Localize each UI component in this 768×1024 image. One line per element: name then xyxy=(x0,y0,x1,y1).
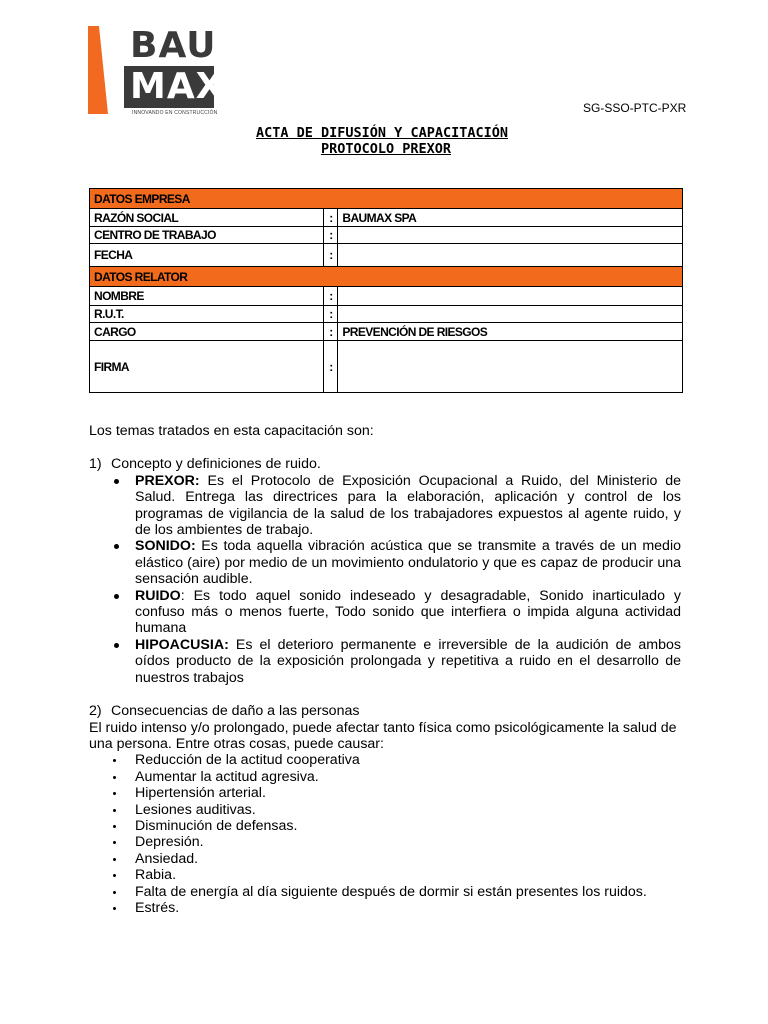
logo-orange-bar xyxy=(88,26,108,114)
section-title: Consecuencias de daño a las personas xyxy=(111,703,360,720)
list-item xyxy=(89,473,681,539)
list-item xyxy=(89,834,681,850)
list-item xyxy=(89,769,681,785)
cargo-label: CARGO xyxy=(90,323,324,341)
list-item-text: Falta de energía al día siguiente después de dormir si están presentes los ruidos. xyxy=(135,883,647,900)
list-item-text: Aumentar la actitud agresiva. xyxy=(135,768,319,785)
document-body xyxy=(89,423,681,916)
firma-label: FIRMA xyxy=(90,341,324,393)
baumax-logo xyxy=(88,25,225,118)
section-number: 1) xyxy=(89,456,102,473)
section-title: Concepto y definiciones de ruido. xyxy=(111,456,321,473)
term: HIPOACUSIA: xyxy=(135,636,229,653)
colon: : xyxy=(324,323,338,341)
definition: Es toda aquella vibración acústica que se transmite a través de un medio elástico (aire) por medio de un movimiento ondulatorio y que es capaz de producir una sensación audible. xyxy=(135,538,681,588)
list-item xyxy=(89,752,681,768)
info-table xyxy=(89,188,683,393)
bullet-icon xyxy=(113,907,116,910)
list-item-text: Depresión. xyxy=(135,834,204,851)
fecha-label: FECHA xyxy=(90,244,324,267)
term: SONIDO: xyxy=(135,538,196,555)
bullet-icon xyxy=(113,759,116,762)
logo-text-bau: BAU xyxy=(130,25,217,66)
term: PREXOR: xyxy=(135,472,200,489)
bullet-icon xyxy=(113,858,116,861)
firma-value[interactable] xyxy=(338,341,683,393)
logo-text-max: MAX xyxy=(130,66,225,107)
intro-text: Los temas tratados en esta capacitación son: xyxy=(89,423,374,439)
bullet-icon xyxy=(113,841,116,844)
colon: : xyxy=(324,306,338,323)
section-header-label: DATOS RELATOR xyxy=(90,267,683,287)
bullet-icon xyxy=(113,809,116,812)
list-item xyxy=(89,818,681,834)
table-row xyxy=(90,209,683,227)
table-row xyxy=(90,306,683,323)
table-row xyxy=(90,227,683,244)
bullet-icon xyxy=(113,776,116,779)
document-subtitle: PROTOCOLO PREXOR xyxy=(320,141,452,157)
nombre-label: NOMBRE xyxy=(90,287,324,306)
razon-social-value[interactable]: BAUMAX SPA xyxy=(338,209,683,227)
colon: : xyxy=(324,341,338,393)
colon: : xyxy=(324,227,338,244)
section-number: 2) xyxy=(89,703,102,720)
list-item-text: Lesiones auditivas. xyxy=(135,801,256,818)
section-header-label: DATOS EMPRESA xyxy=(90,189,683,209)
section-header-empresa xyxy=(90,189,683,209)
colon: : xyxy=(324,287,338,306)
list-item xyxy=(89,785,681,801)
list-item xyxy=(89,637,681,686)
bullet-icon xyxy=(114,594,119,599)
bullet-icon xyxy=(114,544,119,549)
table-row xyxy=(90,287,683,306)
list-item xyxy=(89,900,681,916)
table-row xyxy=(90,323,683,341)
list-item xyxy=(89,867,681,883)
definition: : Es todo aquel sonido indeseado y desagradable, Sonido inarticulado y confuso más o menos fuerte, Todo sonido que interfiera o impida alguna actividad humana xyxy=(135,587,681,637)
bullet-icon xyxy=(114,479,119,484)
centro-trabajo-value[interactable] xyxy=(338,227,683,244)
fecha-value[interactable] xyxy=(338,244,683,267)
section-2-heading xyxy=(89,703,681,719)
list-item-text: Disminución de defensas. xyxy=(135,817,298,834)
colon: : xyxy=(324,209,338,227)
rut-value[interactable] xyxy=(338,306,683,323)
logo-tagline: INNOVANDO EN CONSTRUCCIÓN xyxy=(132,110,218,116)
list-item-text: Reducción de la actitud cooperativa xyxy=(135,752,360,769)
section-1-heading xyxy=(89,456,681,472)
section-header-relator xyxy=(90,267,683,287)
bullet-icon xyxy=(113,891,116,894)
bullet-icon xyxy=(113,792,116,795)
definition: Es el Protocolo de Exposición Ocupacional a Ruido, del Ministerio de Salud. Entrega las directrices para la elaboración, aplicación y control de los programas de vigilancia de la salud de los trabajadores expuestos al agente ruido, y de los ambientes de trabajo. xyxy=(135,472,681,539)
table-row xyxy=(90,244,683,267)
document-code: SG-SSO-PTC-PXR xyxy=(583,101,687,115)
definition: Es el deterioro permanente e irreversible de la audición de ambos oídos producto de la exposición prolongada y repetitiva a ruido en el desarrollo de nuestros trabajos xyxy=(135,636,681,686)
document-title: ACTA DE DIFUSIÓN Y CAPACITACIÓN xyxy=(256,125,508,141)
list-item xyxy=(89,851,681,867)
list-item-text: Ansiedad. xyxy=(135,850,199,867)
centro-trabajo-label: CENTRO DE TRABAJO xyxy=(90,227,324,244)
section-2-paragraph: El ruido intenso y/o prolongado, puede afectar tanto física como psicológicamente la salud de una persona. Entre otras cosas, puede causar: xyxy=(89,719,677,752)
rut-label: R.U.T. xyxy=(90,306,324,323)
bullet-icon xyxy=(114,643,119,648)
list-item-text: Estrés. xyxy=(135,899,180,916)
table-row xyxy=(90,341,683,393)
bullet-icon xyxy=(113,874,116,877)
list-item-text: Hipertensión arterial. xyxy=(135,785,266,802)
list-item xyxy=(89,538,681,587)
list-item xyxy=(89,802,681,818)
term: RUIDO xyxy=(135,587,181,604)
list-item-text: Rabia. xyxy=(135,867,177,884)
bullet-icon xyxy=(113,825,116,828)
colon: : xyxy=(324,244,338,267)
razon-social-label: RAZÓN SOCIAL xyxy=(90,209,324,227)
nombre-value[interactable] xyxy=(338,287,683,306)
list-item xyxy=(89,588,681,637)
list-item xyxy=(89,884,681,900)
cargo-value[interactable]: PREVENCIÓN DE RIESGOS xyxy=(338,323,683,341)
